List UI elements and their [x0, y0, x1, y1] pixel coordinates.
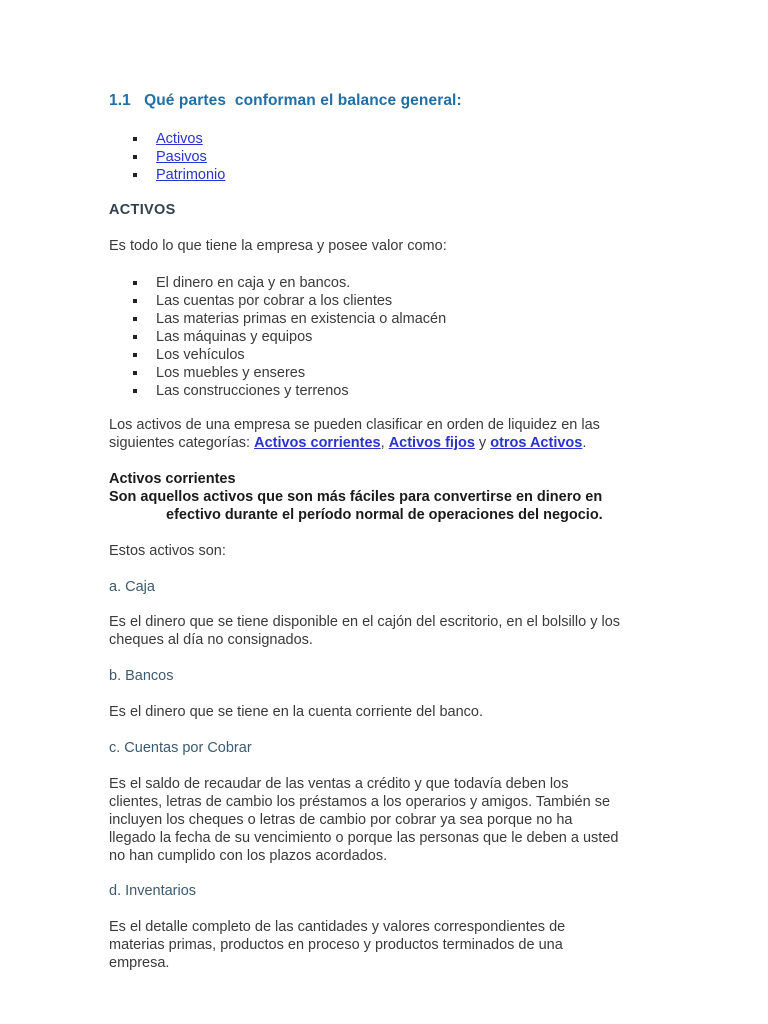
square-bullet-icon	[133, 353, 137, 357]
item-title-inventarios: d. Inventarios	[109, 883, 197, 899]
list-item-text: Las máquinas y equipos	[156, 329, 313, 345]
square-bullet-icon	[133, 155, 137, 159]
toc-item	[109, 130, 225, 148]
list-item	[109, 274, 446, 292]
description-line: Es el detalle completo de las cantidades y valores correspondientes de	[109, 919, 566, 935]
square-bullet-icon	[133, 317, 137, 321]
activos-corrientes-title: Activos corrientes	[109, 471, 236, 487]
description-line: incluyen los cheques o letras de cambio por cobrar ya sea porque no ha	[109, 812, 573, 828]
description-line: Es el saldo de recaudar de las ventas a crédito y que todavía deben los	[109, 776, 569, 792]
item-description-bancos	[109, 703, 669, 721]
toc-list	[109, 130, 225, 184]
square-bullet-icon	[133, 173, 137, 177]
list-item	[109, 364, 446, 382]
square-bullet-icon	[133, 137, 137, 141]
description-line: no han cumplido con los plazos acordados.	[109, 848, 388, 864]
list-item-text: Los muebles y enseres	[156, 365, 306, 381]
description-line: Es el dinero que se tiene en la cuenta corriente del banco.	[109, 704, 484, 720]
toc-link-activos[interactable]: Activos	[156, 131, 203, 147]
description-line: materias primas, productos en proceso y productos terminados de una	[109, 937, 563, 953]
section-heading: 1.1 Qué partes conforman el balance general:	[109, 92, 462, 109]
square-bullet-icon	[133, 371, 137, 375]
description-line: Es el dinero que se tiene disponible en el cajón del escritorio, en el bolsillo y los	[109, 614, 621, 630]
activos-title: ACTIVOS	[109, 202, 176, 218]
list-item	[109, 310, 446, 328]
toc-link-pasivos[interactable]: Pasivos	[156, 149, 207, 165]
list-item	[109, 328, 446, 346]
activos-intro: Es todo lo que tiene la empresa y posee valor como:	[109, 238, 447, 254]
activos-corrientes-block	[109, 470, 669, 524]
separator-text: ,	[380, 435, 389, 451]
link-otros-activos[interactable]: otros Activos	[490, 435, 583, 451]
item-title-caja: a. Caja	[109, 579, 155, 595]
estos-activos-label: Estos activos son:	[109, 543, 226, 559]
separator-text: y	[474, 435, 491, 451]
separator-text: .	[582, 435, 587, 451]
item-description-caja	[109, 613, 669, 649]
list-item	[109, 382, 446, 400]
item-title-bancos: b. Bancos	[109, 668, 174, 684]
list-item-text: Las cuentas por cobrar a los clientes	[156, 293, 393, 309]
square-bullet-icon	[133, 335, 137, 339]
square-bullet-icon	[133, 389, 137, 393]
description-line: empresa.	[109, 955, 170, 971]
description-line: llegado la fecha de su vencimiento o porque las personas que le deben a usted	[109, 830, 619, 846]
list-item-text: El dinero en caja y en bancos.	[156, 275, 351, 291]
item-title-cuentas-por-cobrar: c. Cuentas por Cobrar	[109, 740, 252, 756]
classification-line	[109, 434, 669, 452]
classification-prefix: siguientes categorías:	[109, 435, 255, 451]
list-item	[109, 292, 446, 310]
toc-link-patrimonio[interactable]: Patrimonio	[156, 167, 226, 183]
description-line: cheques al día no consignados.	[109, 632, 313, 648]
square-bullet-icon	[133, 299, 137, 303]
description-line: clientes, letras de cambio los préstamos a los operarios y amigos. También se	[109, 794, 611, 810]
toc-item	[109, 166, 225, 184]
link-activos-corrientes[interactable]: Activos corrientes	[254, 435, 381, 451]
toc-item	[109, 148, 225, 166]
activos-corrientes-definition: Son aquellos activos que son más fáciles para convertirse en dinero en	[109, 489, 603, 505]
square-bullet-icon	[133, 281, 137, 285]
classification-paragraph	[109, 416, 669, 452]
item-description-inventarios	[109, 918, 669, 972]
classification-line: Los activos de una empresa se pueden clasificar en orden de liquidez en las	[109, 417, 600, 433]
activos-corrientes-definition: efectivo durante el período normal de operaciones del negocio.	[166, 507, 603, 523]
list-item-text: Las materias primas en existencia o almacén	[156, 311, 447, 327]
item-description-cuentas-por-cobrar	[109, 775, 669, 865]
asset-examples-list	[109, 274, 446, 400]
list-item-text: Los vehículos	[156, 347, 245, 363]
link-activos-fijos[interactable]: Activos fijos	[388, 435, 475, 451]
list-item	[109, 346, 446, 364]
list-item-text: Las construcciones y terrenos	[156, 383, 349, 399]
